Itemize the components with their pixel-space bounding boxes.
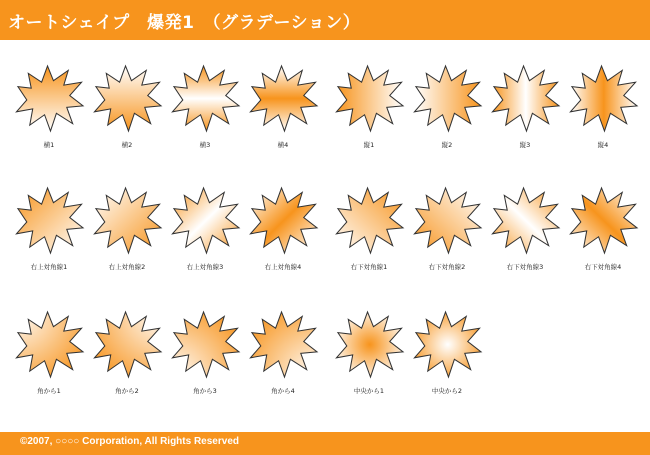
explosion-outline: [172, 312, 239, 377]
explosion-shape: [332, 60, 406, 134]
shape-label: 右下対角線3: [506, 263, 544, 271]
shape-cell: [330, 306, 408, 406]
shape-label: 横4: [277, 141, 289, 149]
explosion-outline: [336, 66, 403, 131]
explosion-shape: [168, 306, 242, 380]
explosion-shape: [12, 182, 86, 256]
explosion-outline: [492, 188, 559, 253]
explosion-shape: [168, 182, 242, 256]
shape-label: 縦4: [597, 141, 609, 149]
explosion-outline: [336, 312, 403, 377]
shape-label: 右下対角線1: [350, 263, 388, 271]
shape-cell: [10, 306, 88, 406]
shape-label: 横1: [43, 141, 55, 149]
shape-label: 右上対角線2: [108, 263, 146, 271]
shape-cell: [244, 306, 322, 406]
shape-label: 縦2: [441, 141, 453, 149]
page-title: オートシェイプ 爆発1 （グラデーション）: [8, 13, 361, 33]
shape-label: 中央から1: [353, 387, 385, 395]
shape-cell: [330, 182, 408, 282]
shape-cell: [10, 182, 88, 282]
shape-cell: [408, 306, 486, 406]
shape-cell: [408, 182, 486, 282]
explosion-shape: [90, 306, 164, 380]
shape-cell: [88, 182, 166, 282]
explosion-outline: [172, 66, 239, 131]
explosion-shape: [410, 182, 484, 256]
footer-bar: [0, 432, 650, 455]
shape-cell: [244, 182, 322, 282]
shape-label: 右上対角線1: [30, 263, 68, 271]
shape-label: 横2: [121, 141, 133, 149]
explosion-outline: [16, 66, 83, 131]
shape-cell: [486, 182, 564, 282]
explosion-shape: [332, 306, 406, 380]
explosion-shape: [246, 60, 320, 134]
explosion-shape: [246, 306, 320, 380]
explosion-outline: [570, 188, 637, 253]
shape-cell: [486, 60, 564, 160]
shape-cell: [10, 60, 88, 160]
shape-cell: [166, 306, 244, 406]
shape-cell: [244, 60, 322, 160]
shape-label: 角から2: [115, 387, 139, 395]
shape-cell: [88, 60, 166, 160]
explosion-shape: [12, 60, 86, 134]
explosion-outline: [250, 312, 317, 377]
explosion-shape: [90, 182, 164, 256]
explosion-shape: [332, 182, 406, 256]
shape-label: 角から3: [193, 387, 217, 395]
explosion-shape: [12, 306, 86, 380]
explosion-shape: [488, 182, 562, 256]
explosion-outline: [414, 66, 481, 131]
shape-label: 縦3: [519, 141, 531, 149]
shape-label: 横3: [199, 141, 211, 149]
explosion-shape: [90, 60, 164, 134]
explosion-shape: [566, 182, 640, 256]
explosion-shape: [410, 306, 484, 380]
shape-cell: [564, 60, 642, 160]
copyright-text: ©2007, ○○○○ Corporation, All Rights Reserved: [20, 436, 239, 447]
shape-label: 角から4: [271, 387, 295, 395]
explosion-outline: [570, 66, 637, 131]
explosion-shape: [246, 182, 320, 256]
shape-cell: [88, 306, 166, 406]
shape-cell: [166, 60, 244, 160]
explosion-outline: [336, 188, 403, 253]
shape-cell: [408, 60, 486, 160]
explosion-outline: [94, 66, 161, 131]
explosion-outline: [16, 312, 83, 377]
shape-label: 右上対角線4: [264, 263, 302, 271]
shape-label: 右上対角線3: [186, 263, 224, 271]
explosion-outline: [94, 188, 161, 253]
shape-label: 中央から2: [431, 387, 463, 395]
explosion-outline: [414, 312, 481, 377]
explosion-outline: [492, 66, 559, 131]
explosion-outline: [414, 188, 481, 253]
explosion-outline: [16, 188, 83, 253]
shape-cell: [330, 60, 408, 160]
explosion-outline: [250, 66, 317, 131]
explosion-shape: [488, 60, 562, 134]
explosion-shape: [168, 60, 242, 134]
explosion-shape: [566, 60, 640, 134]
shape-cell: [564, 182, 642, 282]
shape-label: 角から1: [37, 387, 61, 395]
shape-label: 右下対角線2: [428, 263, 466, 271]
explosion-outline: [172, 188, 239, 253]
header-bar: [0, 0, 650, 40]
explosion-shape: [410, 60, 484, 134]
shape-cell: [166, 182, 244, 282]
explosion-outline: [94, 312, 161, 377]
shape-label: 右下対角線4: [584, 263, 622, 271]
shape-label: 縦1: [363, 141, 375, 149]
explosion-outline: [250, 188, 317, 253]
